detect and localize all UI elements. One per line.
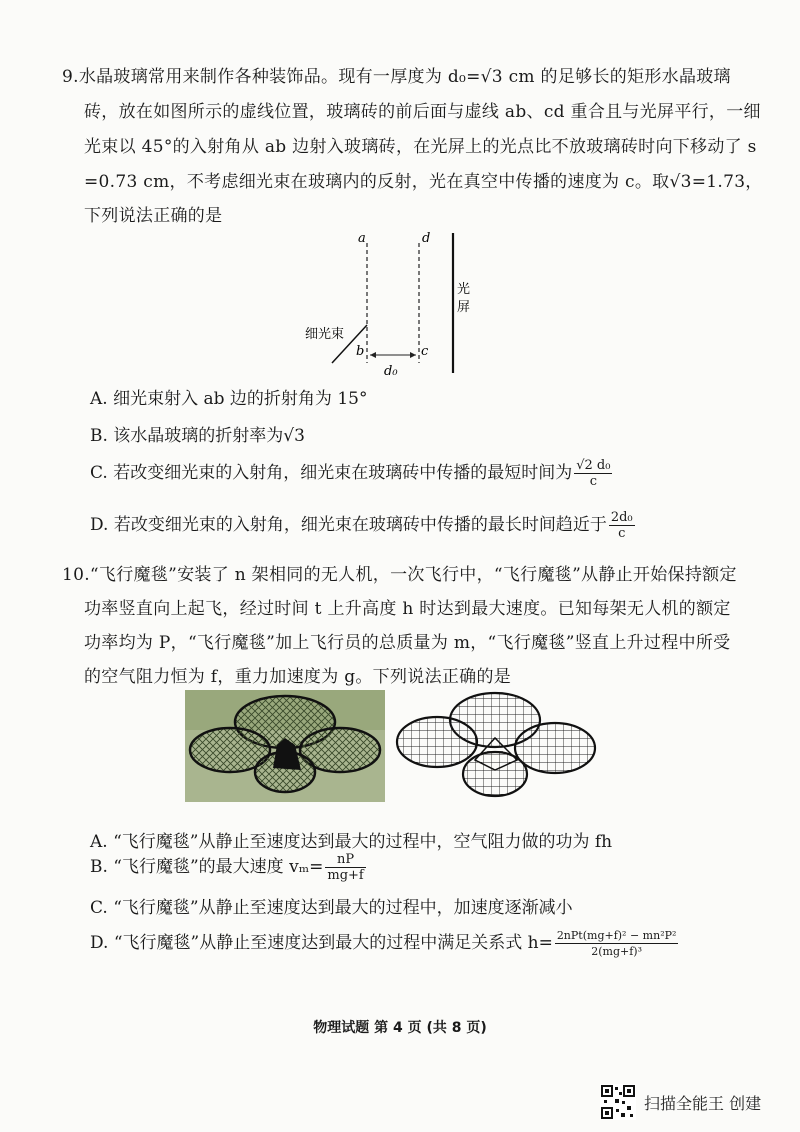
q10-line-3: 功率均为 P，“飞行魔毯”加上飞行员的总质量为 m，“飞行魔毯”竖直上升过程中所受 <box>84 633 731 653</box>
q10-option-b-text: B. “飞行魔毯”的最大速度 vₘ= <box>90 857 324 877</box>
q9-option-d-denominator: c <box>618 526 626 541</box>
drawing-rotor-left <box>397 717 477 767</box>
q10-option-d-fraction <box>555 928 679 959</box>
q10-option-b-numerator: nP <box>325 852 365 868</box>
label-d: d <box>422 231 431 246</box>
label-b: b <box>356 344 365 359</box>
q9-option-d <box>90 510 637 541</box>
q9-line-3: 光束以 45°的入射角从 ab 边射入玻璃砖，在光屏上的光点比不放玻璃砖时向下移动了 s <box>84 137 757 157</box>
q9-option-c-text: C. 若改变细光束的入射角，细光束在玻璃砖中传播的最短时间为 <box>90 463 573 483</box>
q9-line-1: 9.水晶玻璃常用来制作各种装饰品。现有一厚度为 d₀=√3 cm 的足够长的矩形水晶玻璃 <box>62 67 731 87</box>
flying-carpet-photo <box>185 690 385 802</box>
flying-carpet-drawing <box>395 690 600 802</box>
q10-option-a: A. “飞行魔毯”从静止至速度达到最大的过程中，空气阻力做的功为 fh <box>90 832 613 852</box>
q9-option-d-fraction <box>609 510 635 541</box>
q10-option-b-denominator: mg+f <box>327 868 364 883</box>
q10-line-2: 功率竖直向上起飞，经过时间 t 上升高度 h 时达到最大速度。已知每架无人机的额定 <box>84 599 731 619</box>
drawing-rotor-bottom <box>463 752 527 796</box>
drawing-rotor-right <box>515 723 595 773</box>
q10-line-1: 10.“飞行魔毯”安装了 n 架相同的无人机，一次飞行中，“飞行魔毯”从静止开始保持额定 <box>62 565 737 585</box>
q9-option-c <box>90 458 614 489</box>
q9-option-d-text: D. 若改变细光束的入射角，细光束在玻璃砖中传播的最长时间趋近于 <box>90 515 607 535</box>
label-screen-1: 光 <box>457 282 471 297</box>
q9-option-c-denominator: c <box>589 474 597 489</box>
q9-option-a: A. 细光束射入 ab 边的折射角为 15° <box>90 389 368 409</box>
watermark-text: 扫描全能王 创建 <box>644 1093 762 1113</box>
q10-option-d-numerator: 2nPt(mg+f)² − mn²P² <box>556 929 677 942</box>
q10-option-b <box>90 852 368 883</box>
q9-option-c-numerator: √2 d₀ <box>576 458 611 473</box>
qr-code-icon <box>600 1084 636 1120</box>
q9-option-d-numerator: 2d₀ <box>610 510 633 525</box>
label-beam: 细光束 <box>305 327 345 342</box>
label-c: c <box>421 344 429 359</box>
q9-line-2: 砖，放在如图所示的虚线位置，玻璃砖的前后面与虚线 ab、cd 重合且与光屏平行，一细 <box>84 102 761 122</box>
q10-line-4: 的空气阻力恒为 f，重力加速度为 g。下列说法正确的是 <box>84 667 512 687</box>
scanner-watermark <box>600 1084 761 1120</box>
q9-line-5: 下列说法正确的是 <box>84 206 223 226</box>
label-a: a <box>358 231 366 246</box>
d0-arrowhead-left <box>370 352 376 358</box>
label-d0: d₀ <box>384 364 398 379</box>
q10-option-c: C. “飞行魔毯”从静止至速度达到最大的过程中，加速度逐渐减小 <box>90 898 573 918</box>
q9-option-b: B. 该水晶玻璃的折射率为√3 <box>90 426 305 446</box>
page-footer: 物理试题 第 4 页 (共 8 页) <box>313 1020 487 1036</box>
q9-option-c-fraction <box>574 458 612 489</box>
label-screen-2: 屏 <box>457 300 471 315</box>
d0-arrowhead-right <box>410 352 416 358</box>
q10-option-d <box>90 928 680 959</box>
q10-option-b-fraction <box>325 852 365 883</box>
q9-optics-diagram <box>290 225 490 390</box>
q10-option-d-denominator: 2(mg+f)³ <box>591 945 642 958</box>
q9-line-4: =0.73 cm，不考虑细光束在玻璃内的反射，光在真空中传播的速度为 c。取√3=1.73， <box>84 172 763 192</box>
q10-option-d-text: D. “飞行魔毯”从静止至速度达到最大的过程中满足关系式 h= <box>90 933 553 953</box>
